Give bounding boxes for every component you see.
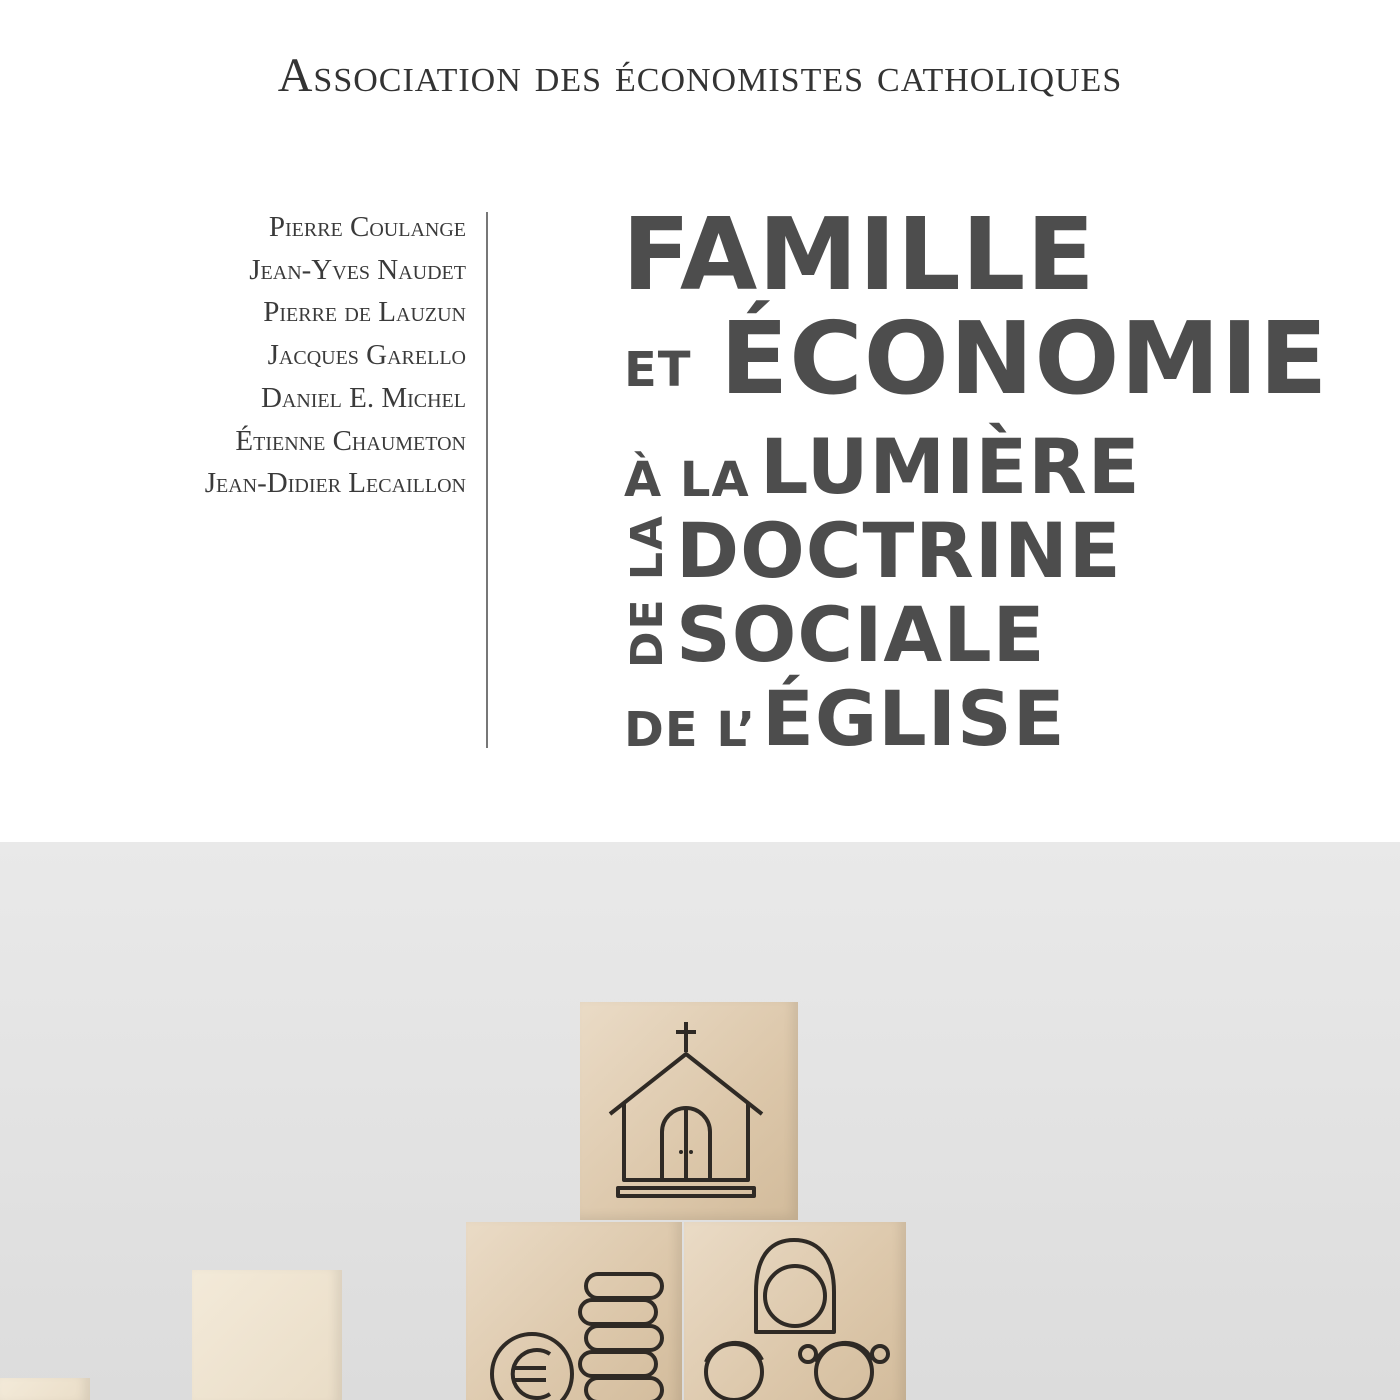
publisher-name: Association des économistes catholiques xyxy=(277,49,1123,102)
title-a-la: À LA xyxy=(624,452,750,508)
author-name: Étienne Chaumeton xyxy=(235,424,466,457)
wooden-block xyxy=(580,1002,798,1220)
family-icon xyxy=(684,1222,906,1400)
title-de-la-vertical: DE LA xyxy=(622,514,673,668)
author-name: Jean-Yves Naudet xyxy=(249,253,466,286)
wooden-block xyxy=(466,1222,682,1400)
title-eglise: ÉGLISE xyxy=(762,674,1066,763)
divider-line xyxy=(486,212,488,748)
euro-coins-icon xyxy=(466,1222,682,1400)
title-lumiere: LUMIÈRE xyxy=(760,422,1141,511)
title-famille: FAMILLE xyxy=(622,196,1096,313)
author-name: Pierre Coulange xyxy=(268,211,466,243)
author-name: Jacques Garello xyxy=(267,339,466,372)
church-icon xyxy=(580,1002,798,1220)
title-et: ET xyxy=(624,342,692,398)
author-list xyxy=(100,206,466,505)
wooden-block xyxy=(684,1222,906,1400)
title-economie: ÉCONOMIE xyxy=(720,300,1329,417)
title-sociale: SOCIALE xyxy=(676,590,1046,679)
title-doctrine: DOCTRINE xyxy=(676,506,1122,595)
wooden-block xyxy=(192,1270,342,1400)
author-name: Pierre de Lauzun xyxy=(263,296,466,329)
author-name: Daniel E. Michel xyxy=(260,381,466,414)
wooden-block xyxy=(0,1378,90,1400)
title-de-l: DE L’ xyxy=(624,702,757,758)
author-name: Jean-Didier Lecaillon xyxy=(204,467,466,500)
